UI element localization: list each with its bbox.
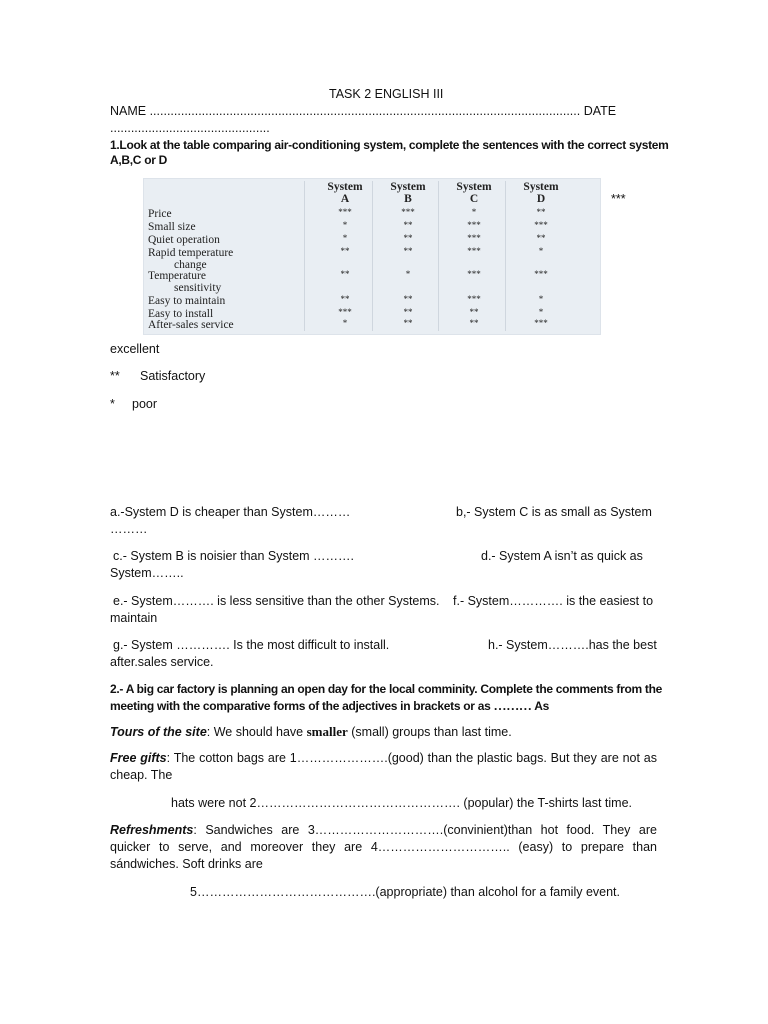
sentence-h-continued: after.sales service. (110, 655, 214, 669)
table-rating-cell: *** (534, 220, 548, 230)
table-row-label: Rapid temperature (148, 247, 234, 259)
table-rating-cell: *** (467, 233, 481, 243)
sentence-d-continued: System…….. (110, 566, 184, 580)
table-rating-cell: ** (340, 246, 350, 256)
sentence-a: a.-System D is cheaper than System……… (110, 505, 351, 519)
key-satisfactory-label: Satisfactory (140, 369, 206, 383)
sentence-d: d.- System A isn’t as quick as (481, 549, 643, 563)
table-rating-cell: * (538, 294, 544, 304)
table-rating-cell: ** (469, 307, 479, 317)
table-rating-cell: * (538, 307, 544, 317)
table-rating-cell: ** (536, 207, 546, 217)
table-rating-cell: ** (403, 233, 413, 243)
table-row-label: change (174, 259, 207, 271)
name-date-line: NAME ............................................................................................................................ DATE (110, 104, 617, 118)
table-row-label: sensitivity (174, 282, 222, 294)
table-rating-cell: *** (467, 220, 481, 230)
key-poor-symbol: * (110, 397, 115, 411)
sentence-h: h.- System……….has the best (488, 638, 657, 652)
table-rating-cell: *** (534, 269, 548, 279)
table-rating-cell: * (342, 233, 348, 243)
page-title: TASK 2 ENGLISH III (329, 87, 444, 101)
drinks-comment: 5…………………………………….(appropriate) than alcohol for a family event. (190, 885, 620, 899)
table-row-label: Easy to install (148, 308, 214, 320)
table-rating-cell: *** (401, 207, 415, 217)
name-date-line-continued: .............................................. (110, 121, 270, 135)
table-column-divider (304, 181, 305, 331)
table-row-label: Easy to maintain (148, 295, 226, 307)
sentence-c: c.- System B is noisier than System ………. (113, 549, 355, 563)
example-answer: smaller (306, 724, 348, 739)
table-row-label: Small size (148, 221, 196, 233)
hats-comment: hats were not 2…………………………………………. (popular) the T-shirts last time. (171, 796, 632, 810)
tours-label: Tours of the site (110, 725, 207, 739)
table-column-header: System D (523, 181, 559, 205)
q1-instruction-line2: A,B,C or D (110, 153, 168, 167)
table-row-label: After-sales service (148, 319, 234, 331)
tours-comment: Tours of the site: We should have smaller (small) groups than last time. (110, 724, 512, 739)
table-rating-cell: ** (340, 294, 350, 304)
key-excellent-label: excellent (110, 342, 160, 356)
q2-instruction-line2: meeting with the comparative forms of the adjectives in brackets or as ……… As (110, 698, 549, 713)
table-rating-cell: *** (467, 269, 481, 279)
table-rating-cell: ** (403, 294, 413, 304)
table-row-label: Price (148, 208, 172, 220)
table-row-label: Temperature (148, 270, 206, 282)
table-rating-cell: *** (467, 294, 481, 304)
gifts-label: Free gifts (110, 751, 167, 765)
refreshments-label: Refreshments (110, 823, 194, 837)
air-conditioning-comparison-table (143, 178, 601, 335)
key-excellent-symbol: *** (611, 192, 626, 206)
table-column-header: System A (327, 181, 363, 205)
table-rating-cell: * (342, 318, 348, 328)
table-column-header: System B (390, 181, 426, 205)
key-satisfactory-symbol: ** (110, 369, 120, 383)
key-poor-label: poor (132, 397, 158, 411)
gifts-comment: Free gifts: The cotton bags are 1………………….(good) than the plastic bags. But they are not as cheap. The (110, 751, 658, 782)
refreshments-comment: Refreshments: Sandwiches are 3………………………….(convinient)than hot food. They are quicker to serve, and moreover they are 4………………………….. (easy) to prepare than sándwiches. Soft drinks are (110, 823, 657, 871)
table-rating-cell: ** (403, 307, 413, 317)
table-rating-cell: * (342, 220, 348, 230)
table-rating-cell: *** (338, 307, 352, 317)
sentence-b-continued: ……… (110, 522, 148, 536)
table-row-label: Quiet operation (148, 234, 220, 246)
table-rating-cell: ** (403, 220, 413, 230)
sentence-f-continued: maintain (110, 611, 158, 625)
table-rating-cell: * (405, 269, 411, 279)
q2-instruction-line1: 2.- A big car factory is planning an open day for the local comminity. Complete the comments from the (110, 682, 663, 696)
table-rating-cell: *** (534, 318, 548, 328)
sentence-e: e.- System………. is less sensitive than the other Systems. (113, 594, 440, 608)
q1-instruction-line1: 1.Look at the table comparing air-conditioning system, complete the sentences with the correct system (110, 138, 669, 152)
table-rating-cell: ** (536, 233, 546, 243)
sentence-f: f.- System…………. is the easiest to (453, 594, 654, 608)
table-rating-cell: *** (338, 207, 352, 217)
sentence-b: b,- System C is as small as System (456, 505, 652, 519)
table-rating-cell: *** (467, 246, 481, 256)
table-rating-cell: ** (403, 246, 413, 256)
table-rating-cell: ** (403, 318, 413, 328)
table-column-header: System C (456, 181, 492, 205)
table-rating-cell: ** (469, 318, 479, 328)
sentence-g: g.- System …………. Is the most difficult to install. (113, 638, 390, 652)
table-rating-cell: ** (340, 269, 350, 279)
table-rating-cell: * (538, 246, 544, 256)
table-rating-cell: * (471, 207, 477, 217)
